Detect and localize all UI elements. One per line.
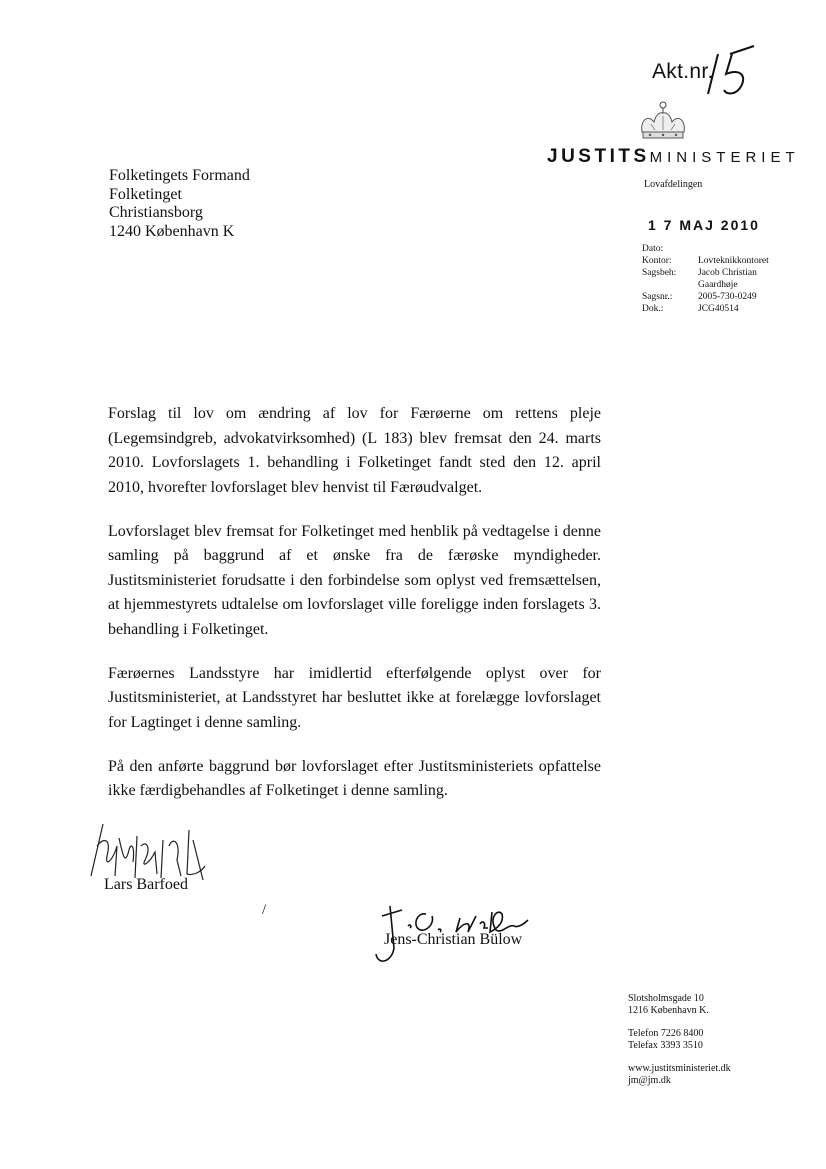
meta-row: [642, 243, 798, 255]
footer-website: www.justitsministeriet.dk: [628, 1063, 731, 1074]
meta-key: Sagsbeh:: [642, 268, 677, 278]
meta-row: [642, 279, 798, 291]
meta-key: [642, 279, 698, 291]
meta-key: Kontor:: [642, 256, 672, 266]
footer-fax: Telefax 3393 3510: [628, 1040, 703, 1051]
ministry-name-light: MINISTERIET: [649, 149, 800, 166]
footer-email: jm@jm.dk: [628, 1075, 671, 1086]
crown-logo-icon: [634, 100, 692, 144]
footer-address-line: Slotsholmsgade 10: [628, 993, 704, 1004]
meta-key: Dok.:: [642, 304, 664, 314]
footer-address-line: 1216 København K.: [628, 1005, 709, 1016]
meta-value: 2005-730-0249: [698, 292, 757, 302]
meta-row: [642, 291, 798, 303]
recipient-line: Christiansborg: [109, 204, 203, 221]
meta-value: JCG40514: [698, 304, 739, 314]
recipient-line: Folketingets Formand: [109, 167, 250, 184]
signature-scribble-jens-christian-bulow: [368, 888, 538, 968]
body-paragraph: Lovforslaget blev fremsat for Folketinget med henblik på vedtagelse i denne samling på baggrund af et ønske fra de færøske myndigheder. Justitsministeriet forudsatte i den forbindelse som oplyst ved fremsættelsen, at hjemmestyrets udtalelse om lovforslaget ville foreligge inden forslagets 3. behandling i Folketinget.: [108, 522, 601, 638]
akt-nr-label: Akt.nr.: [652, 60, 714, 83]
meta-key: Dato:: [642, 244, 664, 254]
recipient-line: 1240 København K: [109, 222, 235, 240]
recipient-address: [109, 167, 250, 241]
meta-value: Gaardhøje: [698, 280, 738, 290]
date-stamp: 1 7 MAJ 2010: [648, 217, 760, 233]
akt-nr-handwritten: [696, 40, 766, 100]
department-name: Lovafdelingen: [644, 179, 703, 190]
meta-key: Sagsnr.:: [642, 292, 673, 302]
signature-separator: /: [262, 902, 267, 918]
meta-value: Lovteknikkontoret: [698, 256, 769, 266]
body-paragraph: Forslag til lov om ændring af lov for Færøerne om rettens pleje (Legemsindgreb, advokatvirksomhed) (L 183) blev fremsat den 24. marts 2010. Lovforslagets 1. behandling i Folketinget fandt sted den 12. april 2010, hvorefter lovforslaget blev henvist til Færøudvalget.: [108, 405, 601, 496]
case-metadata: [642, 243, 798, 315]
meta-row: [642, 303, 798, 315]
recipient-line: Folketinget: [109, 185, 182, 203]
meta-value: Jacob Christian: [698, 268, 757, 278]
ministry-contact-footer: [628, 993, 731, 1087]
ministry-name: [547, 146, 800, 168]
meta-row: [642, 255, 798, 267]
footer-phone: Telefon 7226 8400: [628, 1028, 704, 1039]
meta-value: [698, 243, 798, 255]
signatory-name-2: Jens-Christian Bülow: [384, 931, 523, 948]
signatory-name-1: Lars Barfoed: [104, 876, 188, 893]
ministry-name-bold: JUSTITS: [547, 146, 650, 167]
meta-row: [642, 267, 798, 279]
letter-body: [108, 402, 601, 823]
body-paragraph: På den anførte baggrund bør lovforslaget efter Justitsministeriets opfattelse ikke færdigbehandles af Folketinget i denne samling.: [108, 757, 601, 799]
body-paragraph: Færøernes Landsstyre har imidlertid efterfølgende oplyst over for Justitsministeriet, at Landsstyret har besluttet ikke at forelægge lovforslaget for Lagtinget i denne samling.: [108, 664, 601, 731]
